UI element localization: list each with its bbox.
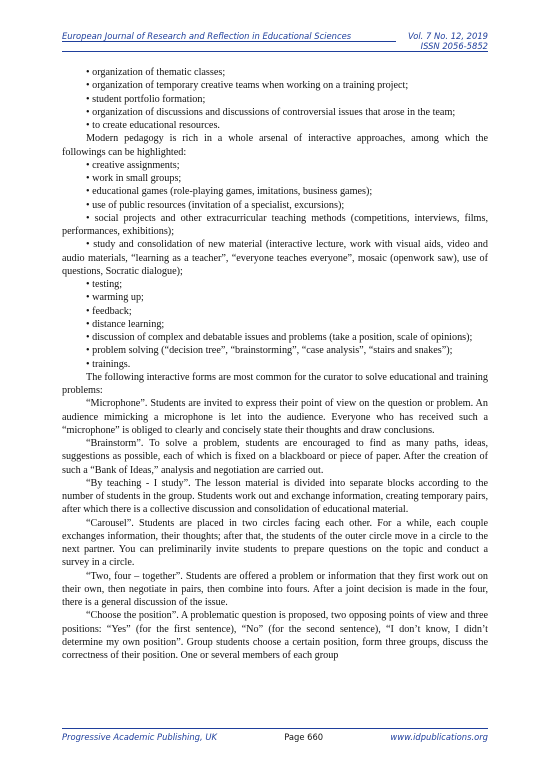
paragraph: “By teaching - I study”. The lesson material is divided into separate blocks according to the number of students in the group. Students work out and exchange information, creating temporary pairs, after which there is a collective discussion and consolidation of educational material.: [62, 477, 488, 516]
paragraph: “Brainstorm”. To solve a problem, students are encouraged to find as many paths, ideas, suggestions as possible, each of which is fixed on a blackboard or piece of paper. After the creation of such a “Bank of Ideas,” analysis and negotiation are carried out.: [62, 438, 488, 476]
header-rule: [62, 41, 396, 42]
page-header: [62, 31, 488, 52]
bullet-item: • discussion of complex and debatable issues and problems (take a position, scale of opinions);: [86, 332, 473, 343]
paragraph: The following interactive forms are most common for the curator to solve educational and training problems:: [62, 371, 488, 396]
paragraph: “Carousel”. Students are placed in two circles facing each other. For a while, each couple exchanges information, their thoughts; after that, the students of the outer circle move in a circle to the next partner. You can preliminarily invite students to prepare questions on the topic and conduct a survey in a circle.: [62, 517, 488, 569]
header-rule-bottom: [62, 51, 488, 52]
bullet-item: • feedback;: [86, 305, 132, 317]
article-body: [62, 66, 488, 662]
bullet-item: • creative assignments;: [86, 159, 180, 171]
bullet-item: • distance learning;: [86, 318, 165, 330]
bullet-item: • organization of temporary creative teams when working on a training project;: [86, 80, 409, 92]
paragraph: “Choose the position”. A problematic question is proposed, two opposing points of view and three positions: “Yes” (for the first sentence), “No” (for the second sentence), “I don’t know, I didn’t determine my own position”. Group students choose a certain position, form three groups, discuss the correctness of their position. One or several members of each group: [62, 610, 488, 661]
bullet-item: • warming up;: [86, 292, 144, 304]
bullet-item: • educational games (role-playing games, imitations, business games);: [86, 186, 373, 198]
bullet-item: • use of public resources (invitation of a specialist, excursions);: [86, 199, 345, 211]
volume-info: Vol. 7 No. 12, 2019: [407, 31, 488, 41]
page-number: Page 660: [284, 732, 324, 742]
issn: ISSN 2056-5852: [420, 41, 488, 51]
publisher: Progressive Academic Publishing, UK: [62, 732, 217, 742]
bullet-item: • organization of discussions and discussions of controversial issues that arose in the team;: [86, 106, 456, 118]
bullet-item: • study and consolidation of new material (interactive lecture, work with visual aids, video and audio materials, “learning as a teacher”, “everyone teaches everyone”, mosaic (openwork saw), use of questions, Socratic dialogue);: [62, 239, 488, 277]
bullet-item: • social projects and other extracurricular teaching methods (competitions, interviews, films, performances, exhibitions);: [62, 212, 488, 237]
bullet-item: • work in small groups;: [86, 173, 182, 184]
bullet-item: • testing;: [86, 279, 123, 290]
bullet-item: • trainings.: [86, 358, 131, 370]
page-footer: [62, 728, 488, 742]
bullet-item: • student portfolio formation;: [86, 93, 206, 105]
paragraph: “Microphone”. Students are invited to express their point of view on the question or problem. An audience mimicking a microphone is let into the audience. Everyone who has received such a “microphone” is obliged to clearly and concisely state their thoughts and draw conclusions.: [62, 398, 488, 436]
bullet-item: • to create educational resources.: [86, 120, 220, 131]
bullet-item: • organization of thematic classes;: [86, 67, 226, 78]
bullet-item: • problem solving (“decision tree”, “brainstorming”, “case analysis”, “stairs and snakes”);: [86, 345, 453, 357]
paragraph: Modern pedagogy is rich in a whole arsenal of interactive approaches, among which the followings can be highlighted:: [62, 133, 488, 158]
paragraph: “Two, four – together”. Students are offered a problem or information that they first work out on their own, then negotiate in pairs, then combine into fours. After a joint decision is made in the four, there is a general discussion of the issue.: [62, 570, 488, 608]
footer-rule: [62, 728, 488, 729]
website-link[interactable]: www.idpublications.org: [390, 732, 488, 742]
journal-title: European Journal of Research and Reflection in Educational Sciences: [62, 31, 352, 41]
